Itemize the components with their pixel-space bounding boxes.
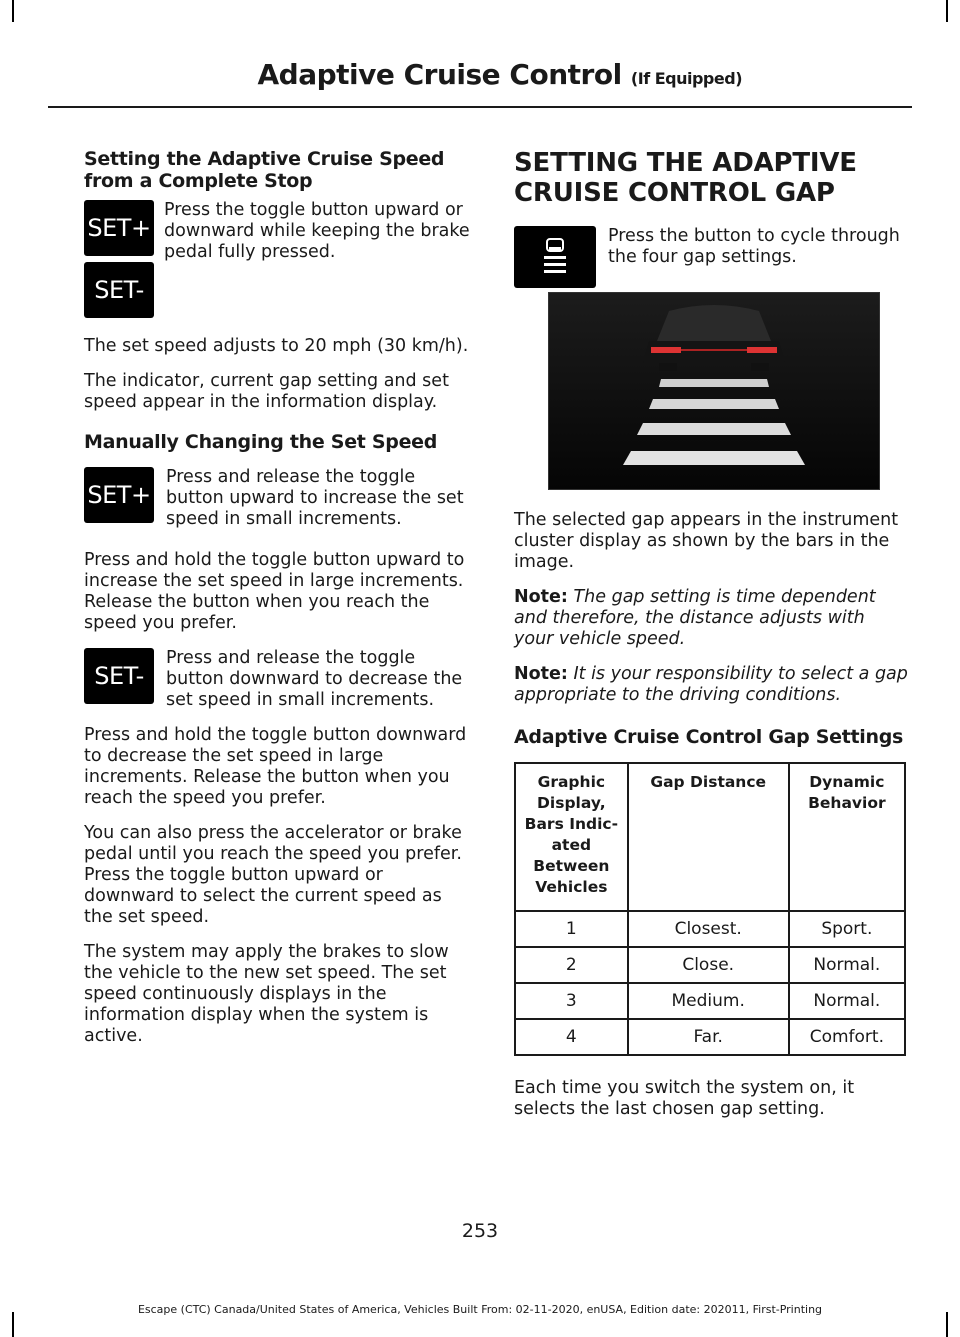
crop-mark: [12, 0, 14, 22]
table-cell: 1: [515, 911, 628, 947]
table-row: [515, 947, 905, 983]
note-label: Note:: [514, 587, 568, 607]
header-divider: [48, 106, 912, 108]
table-cell: Normal.: [789, 947, 905, 983]
heading-line-1: SETTING THE ADAPTIVE: [514, 148, 857, 178]
table-cell: Closest.: [628, 911, 789, 947]
table-cell: Close.: [628, 947, 789, 983]
paragraph-hold-up: Press and hold the toggle button upward to increase the set speed in large increments. Release the button when you reach the speed you prefer.: [84, 550, 465, 633]
section-heading-manual-speed: Manually Changing the Set Speed: [84, 431, 438, 453]
gap-display-illustration: [548, 292, 880, 490]
section-heading-complete-stop: Setting the Adaptive Cruise Speed from a Complete Stop: [84, 148, 445, 192]
paragraph-release-up: Press and release the toggle button upward to increase the set speed in small increments.: [166, 467, 464, 529]
table-cell: 2: [515, 947, 628, 983]
paragraph-selected-gap: The selected gap appears in the instrument cluster display as shown by the bars in the image.: [514, 510, 899, 572]
set-minus-button-icon: SET-: [84, 262, 154, 318]
header-title-suffix: (If Equipped): [630, 69, 742, 88]
table-cell: 3: [515, 983, 628, 1019]
heading-line-2: CRUISE CONTROL GAP: [514, 178, 835, 208]
paragraph-adjusts: The set speed adjusts to 20 mph (30 km/h).: [84, 336, 469, 356]
table-cell: Comfort.: [789, 1019, 905, 1055]
left-column: [84, 148, 476, 1061]
paragraph-hold-down: Press and hold the toggle button downward to decrease the set speed in large increments. Release the button when you reach the speed you prefer.: [84, 725, 467, 808]
header-title-text: Adaptive Cruise Control: [257, 58, 622, 91]
table-row: [515, 983, 905, 1019]
table-cell: Sport.: [789, 911, 905, 947]
set-plus-button-icon: SET+: [84, 200, 154, 256]
paragraph-brakes: The system may apply the brakes to slow the vehicle to the new set speed. The set speed continuously displays in the information display when the system is active.: [84, 942, 449, 1046]
column-header-dynamic-behavior: Dynamic Behavior: [789, 763, 905, 911]
note-text: It is your responsibility to select a gap appropriate to the driving conditions.: [514, 664, 908, 705]
table-cell: Normal.: [789, 983, 905, 1019]
column-header-graphic: Graphic Display, Bars Indic-ated Between Vehicles: [515, 763, 628, 911]
right-column: [514, 148, 908, 1134]
paragraph-release-down: Press and release the toggle button downward to decrease the set speed in small increments.: [166, 648, 463, 710]
footer-text: Escape (CTC) Canada/United States of America, Vehicles Built From: 02-11-2020, enUSA, Edition date: 202011, First-Printing: [137, 1303, 823, 1316]
gap-distance-button-icon: [514, 226, 596, 288]
gap-settings-table: [514, 762, 906, 1056]
column-header-gap-distance: Gap Distance: [628, 763, 789, 911]
table-row: [515, 911, 905, 947]
table-row: [515, 1019, 905, 1055]
section-heading-gap: [514, 148, 908, 208]
set-plus-button-icon: SET+: [84, 467, 154, 523]
paragraph-indicator: The indicator, current gap setting and set speed appear in the information display.: [84, 371, 449, 412]
note-time-dependent: [514, 587, 908, 650]
paragraph-toggle-both: Press the toggle button upward or downward while keeping the brake pedal fully pressed.: [164, 200, 470, 262]
paragraph-last-gap: Each time you switch the system on, it selects the last chosen gap setting.: [514, 1078, 855, 1119]
note-label: Note:: [514, 664, 568, 684]
set-buttons-icon-group: [84, 200, 154, 318]
page-header-title: [258, 58, 743, 91]
table-cell: Far.: [628, 1019, 789, 1055]
paragraph-accelerator: You can also press the accelerator or brake pedal until you reach the speed you prefer. Press the toggle button upward or downward to select the current speed as the set speed.: [84, 823, 462, 927]
page-number: 253: [461, 1220, 499, 1242]
paragraph-cycle: Press the button to cycle through the four gap settings.: [608, 226, 900, 267]
table-heading: Adaptive Cruise Control Gap Settings: [514, 726, 904, 748]
table-cell: 4: [515, 1019, 628, 1055]
table-cell: Medium.: [628, 983, 789, 1019]
table-header-row: [515, 763, 905, 911]
note-responsibility: [514, 664, 908, 706]
set-minus-button-icon: SET-: [84, 648, 154, 704]
crop-mark: [946, 0, 948, 22]
note-text: The gap setting is time dependent and therefore, the distance adjusts with your vehicle speed.: [514, 587, 876, 649]
